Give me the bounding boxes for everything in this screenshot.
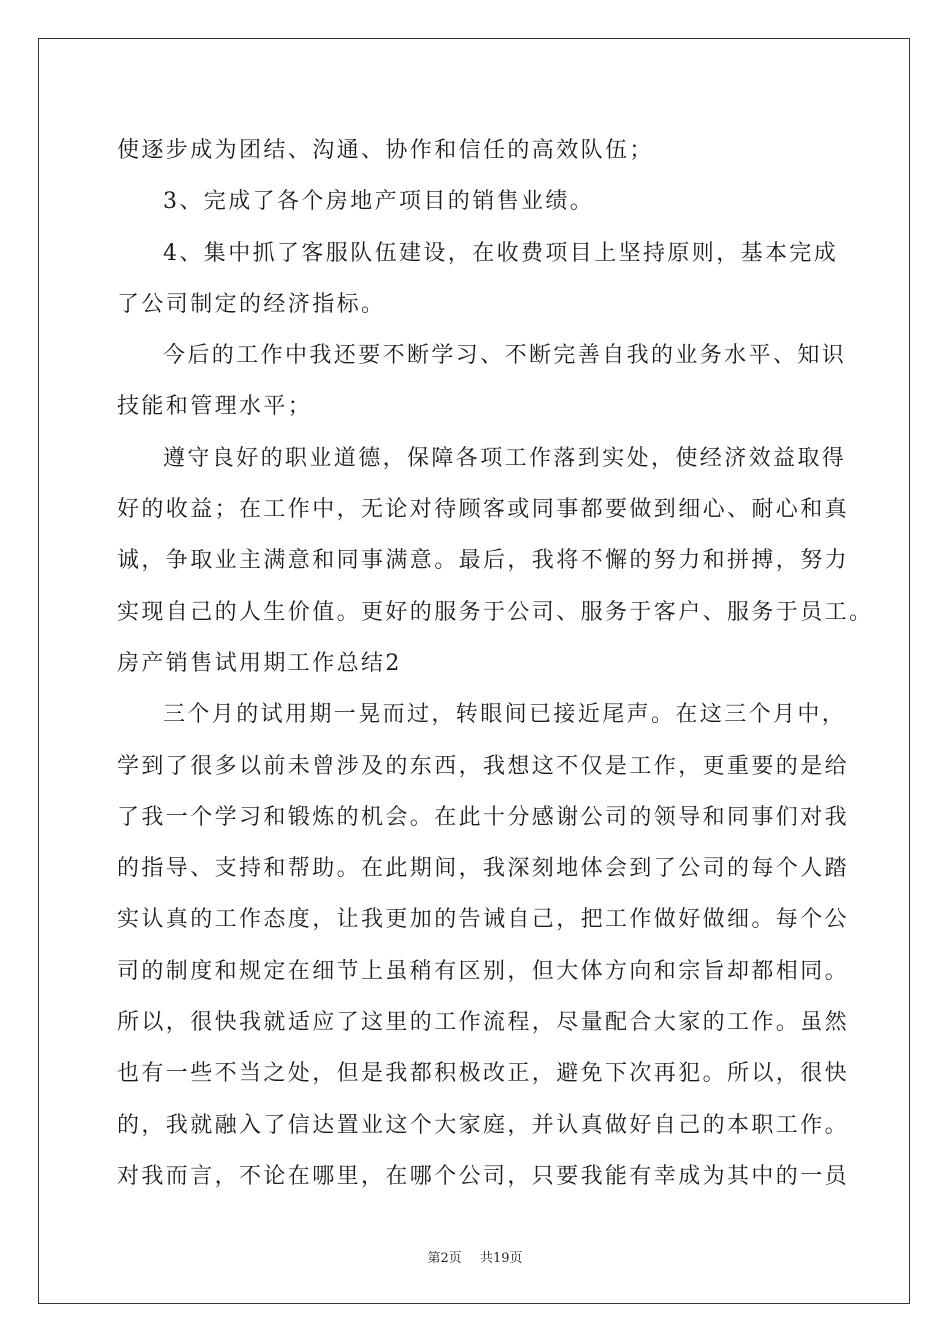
text-line: 3、完成了各个房地产项目的销售业绩。 bbox=[163, 189, 595, 215]
text-line: 好的收益；在工作中，无论对待顾客或同事都要做到细心、耐心和真 bbox=[117, 497, 850, 523]
text-line: 技能和管理水平； bbox=[117, 394, 313, 420]
text-line: 的指导、支持和帮助。在此期间，我深刻地体会到了公司的每个人踏 bbox=[117, 856, 850, 882]
section-heading: 房产销售试用期工作总结2 bbox=[117, 650, 402, 676]
text-line: 今后的工作中我还要不断学习、不断完善自我的业务水平、知识 bbox=[163, 343, 847, 369]
text-line: 实认真的工作态度，让我更加的告诫自己，把工作做好做细。每个公 bbox=[117, 907, 850, 933]
page-number: 第2页 bbox=[427, 1251, 462, 1266]
text-line: 遵守良好的职业道德，保障各项工作落到实处，使经济效益取得 bbox=[163, 445, 847, 471]
text-line: 学到了很多以前未曾涉及的东西，我想这不仅是工作，更重要的是给 bbox=[117, 753, 850, 779]
text-line: 也有一些不当之处，但是我都积极改正，避免下次再犯。所以，很快 bbox=[117, 1061, 850, 1087]
text-line: 了公司制定的经济指标。 bbox=[117, 291, 386, 317]
text-line: 了我一个学习和锻炼的机会。在此十分感谢公司的领导和同事们对我 bbox=[117, 804, 850, 830]
page-footer bbox=[0, 1247, 950, 1266]
text-line: 诚，争取业主满意和同事满意。最后，我将不懈的努力和拼搏，努力 bbox=[117, 548, 850, 574]
document-body bbox=[117, 125, 874, 1202]
text-line: 的，我就融入了信达置业这个大家庭，并认真做好自己的本职工作。 bbox=[117, 1112, 850, 1138]
text-line: 司的制度和规定在细节上虽稍有区别，但大体方向和宗旨却都相同。 bbox=[117, 958, 850, 984]
page-total: 共19页 bbox=[479, 1251, 523, 1266]
text-line: 4、集中抓了客服队伍建设，在收费项目上坚持原则，基本完成 bbox=[163, 240, 839, 266]
text-line: 三个月的试用期一晃而过，转眼间已接近尾声。在这三个月中， bbox=[163, 702, 847, 728]
text-line: 对我而言，不论在哪里，在哪个公司，只要我能有幸成为其中的一员 bbox=[117, 1163, 850, 1189]
text-line: 使逐步成为团结、沟通、协作和信任的高效队伍； bbox=[117, 138, 654, 163]
text-line: 所以，很快我就适应了这里的工作流程，尽量配合大家的工作。虽然 bbox=[117, 1010, 850, 1036]
text-line: 实现自己的人生价值。更好的服务于公司、服务于客户、服务于员工。 bbox=[117, 599, 874, 625]
